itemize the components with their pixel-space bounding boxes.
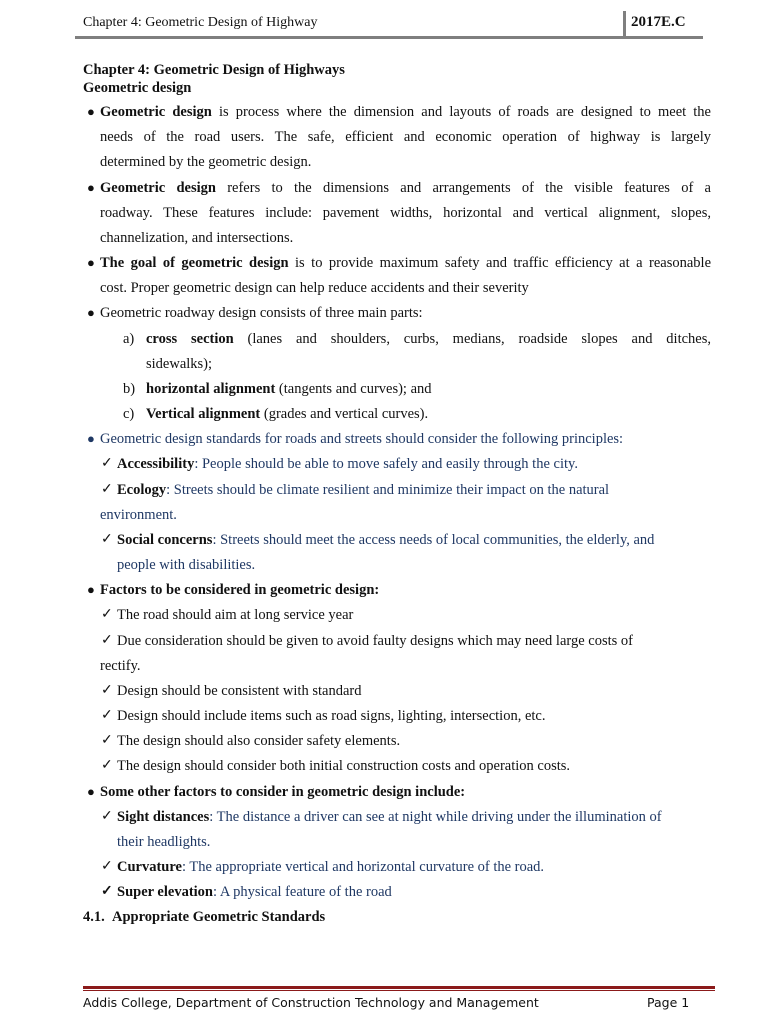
- other-factors-title: Some other factors to consider in geometric design include:: [100, 784, 466, 800]
- list-item: The road should aim at long service year: [117, 607, 354, 623]
- list-item: Social concerns: Streets should meet the access needs of local communities, the elderly, and: [117, 532, 655, 548]
- checkmark-icon: ✓: [101, 532, 113, 547]
- header-divider: [623, 11, 626, 38]
- list-item: The design should consider both initial construction costs and operation costs.: [117, 758, 571, 774]
- section-subheading: Geometric design: [83, 80, 192, 96]
- checkmark-icon: ✓: [101, 884, 113, 899]
- section-number: 4.1.: [83, 909, 105, 925]
- checkmark-icon: ✓: [101, 633, 113, 648]
- list-marker: b): [123, 381, 136, 397]
- paragraph-line: channelization, and intersections.: [100, 230, 294, 246]
- list-item-continuation: their headlights.: [117, 834, 211, 850]
- page-number: Page 1: [647, 995, 690, 1010]
- list-item: Curvature: The appropriate vertical and horizontal curvature of the road.: [117, 859, 545, 875]
- list-item-continuation: rectify.: [100, 658, 141, 674]
- bullet-icon: ●: [87, 180, 95, 195]
- paragraph-line: Geometric roadway design consists of three main parts:: [100, 305, 423, 321]
- paragraph-line: roadway. These features include: pavement widths, horizontal and vertical alignment, slopes,: [100, 205, 711, 221]
- list-item: cross section (lanes and shoulders, curbs, medians, roadside slopes and ditches,: [146, 331, 711, 347]
- factors-title: Factors to be considered in geometric design:: [100, 582, 380, 598]
- list-item-continuation: environment.: [100, 507, 177, 523]
- footer-rule: [83, 986, 715, 989]
- list-marker: a): [123, 331, 135, 347]
- list-item: Accessibility: People should be able to move safely and easily through the city.: [117, 456, 578, 472]
- checkmark-icon: ✓: [101, 607, 113, 622]
- header-title: Chapter 4: Geometric Design of Highway: [83, 15, 318, 30]
- paragraph-line: determined by the geometric design.: [100, 154, 312, 170]
- paragraph-line: cost. Proper geometric design can help reduce accidents and their severity: [100, 280, 529, 296]
- paragraph-line: Geometric design is process where the dimension and layouts of roads are designed to meet the: [100, 104, 711, 120]
- header-year: 2017E.C: [631, 14, 686, 30]
- bullet-icon: ●: [87, 582, 95, 597]
- checkmark-icon: ✓: [101, 708, 113, 723]
- checkmark-icon: ✓: [101, 809, 113, 824]
- list-item: Vertical alignment (grades and vertical curves).: [146, 406, 429, 422]
- checkmark-icon: ✓: [101, 859, 113, 874]
- checkmark-icon: ✓: [101, 683, 113, 698]
- checkmark-icon: ✓: [101, 456, 113, 471]
- page-header: [0, 0, 768, 40]
- list-item: Sight distances: The distance a driver can see at night while driving under the illumination of: [117, 809, 662, 825]
- list-item: The design should also consider safety elements.: [117, 733, 401, 749]
- bullet-icon: ●: [87, 305, 95, 320]
- bullet-icon: ●: [87, 104, 95, 119]
- header-rule: [75, 36, 703, 39]
- bullet-icon: ●: [87, 431, 95, 446]
- footer-rule-thin: [83, 990, 715, 991]
- paragraph-line: Geometric design standards for roads and streets should consider the following principles:: [100, 431, 624, 447]
- paragraph-line: The goal of geometric design is to provide maximum safety and traffic efficiency at a reasonable: [100, 255, 712, 271]
- list-item: Design should be consistent with standard: [117, 683, 362, 699]
- list-marker: c): [123, 406, 135, 422]
- checkmark-icon: ✓: [101, 758, 113, 773]
- list-item-continuation: sidewalks);: [146, 356, 213, 372]
- paragraph-line: needs of the road users. The safe, efficient and economic operation of highway is largely: [100, 129, 711, 145]
- list-item: Design should include items such as road signs, lighting, intersection, etc.: [117, 708, 546, 724]
- bullet-icon: ●: [87, 784, 95, 799]
- list-item-continuation: people with disabilities.: [117, 557, 256, 573]
- checkmark-icon: ✓: [101, 482, 113, 497]
- footer-institution: Addis College, Department of Construction Technology and Management: [83, 995, 539, 1010]
- list-item: Ecology: Streets should be climate resilient and minimize their impact on the natural: [117, 482, 610, 498]
- section-heading: Appropriate Geometric Standards: [112, 909, 326, 925]
- list-item: Super elevation: A physical feature of the road: [117, 884, 392, 900]
- list-item: horizontal alignment (tangents and curves); and: [146, 381, 432, 397]
- chapter-heading: Chapter 4: Geometric Design of Highways: [83, 62, 345, 78]
- checkmark-icon: ✓: [101, 733, 113, 748]
- bullet-icon: ●: [87, 255, 95, 270]
- paragraph-line: Geometric design refers to the dimensions and arrangements of the visible features of a: [100, 180, 711, 196]
- list-item: Due consideration should be given to avoid faulty designs which may need large costs of: [117, 633, 633, 649]
